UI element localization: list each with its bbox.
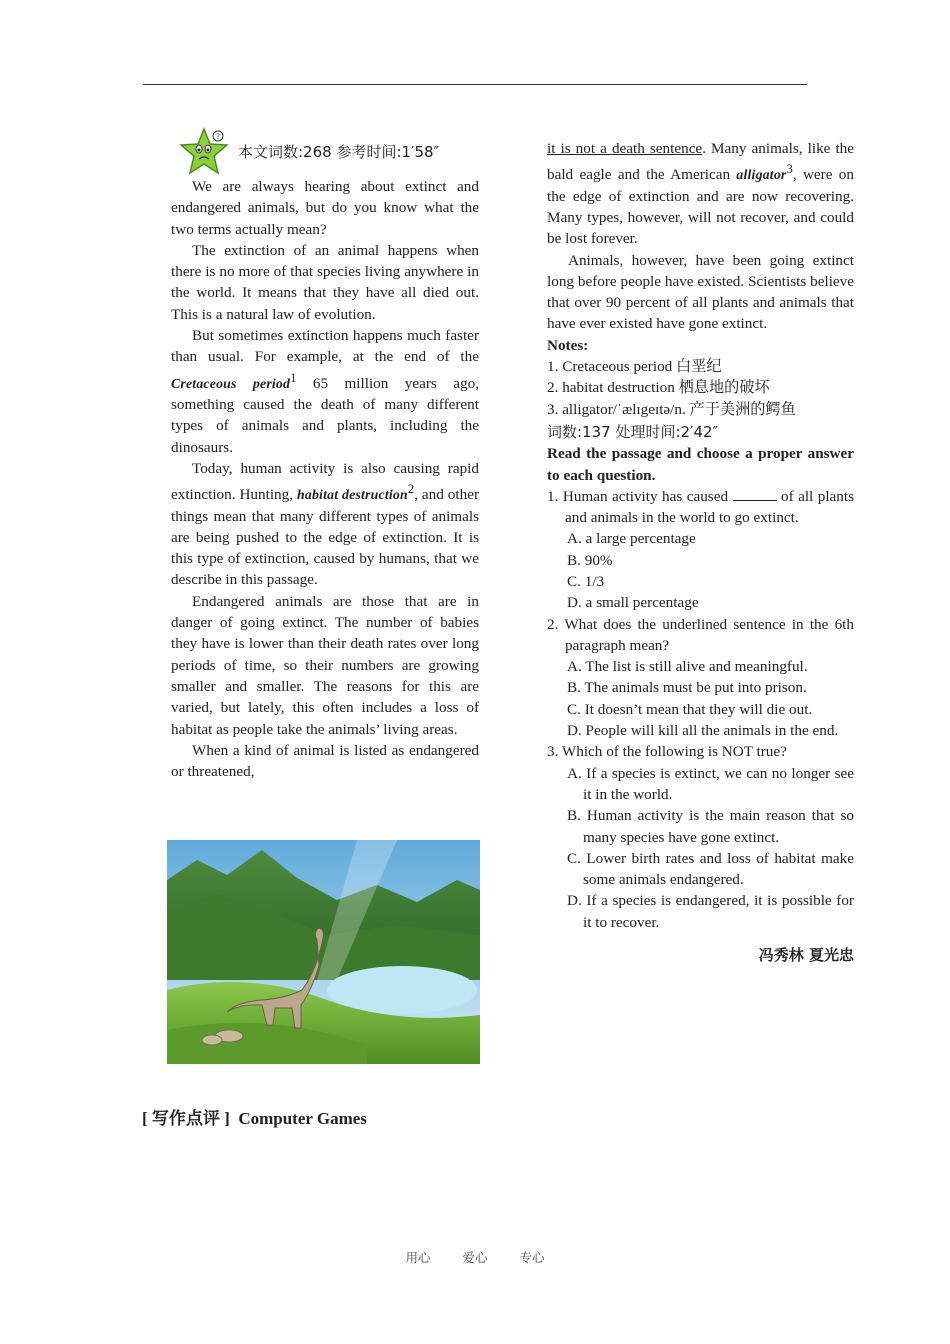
answer-blank — [733, 488, 777, 501]
exercise-instruction: Read the passage and choose a proper answer to each question. — [547, 445, 854, 484]
paragraph-6-cont: it is not a death sentence. Many animals, like the bald eagle and the American alligator$^3$, were on the edge of extinction and are now recovering. Many types, however, will not recover, and could be lost forever. — [547, 140, 855, 248]
dinosaur-landscape-image — [167, 840, 480, 1064]
q3-option-b: B. Human activity is the main reason that so many species have gone extinct. — [567, 807, 854, 846]
q1-option-c: C. 1/3 — [567, 573, 605, 590]
q3-option-c: C. Lower birth rates and loss of habitat make some animals endangered. — [567, 849, 854, 889]
paragraph-1: We are always hearing about extinct and endangered animals, but do you know what the two terms actually mean? — [171, 178, 479, 238]
q1-option-b: B. 90% — [567, 551, 613, 569]
paragraph-6-start: When a kind of animal is listed as endangered or threatened, — [171, 741, 479, 781]
question-2: 2. What does the underlined sentence in the 6th paragraph mean? — [547, 615, 854, 654]
q1-option-d: D. a small percentage — [567, 594, 699, 612]
q2-option-c: C. It doesn’t mean that they will die out. — [567, 700, 813, 718]
section-title — [142, 1104, 367, 1129]
paragraph-3: But sometimes extinction happens much faster than usual. For example, at the end of the Cretaceous period$^1$ 65 million years ago, something caused the death of many different types of animals and plants, including the dinosaurs. — [171, 327, 479, 456]
question-1: 1. Human activity has caused of all plants and animals in the world to go extinct. — [547, 487, 855, 527]
paragraph-7: Animals, however, have been going extinct long before people have existed. Scientists believe that over 90 percent of all plants and animals that have ever existed have gone extinct. — [547, 251, 854, 333]
svg-text:?: ? — [216, 132, 220, 141]
note-1: 1. Cretaceous period 白垩纪 — [547, 358, 722, 376]
paragraph-4: Today, human activity is also causing rapid extinction. Hunting, habitat destruction$^2$, and other things mean that many different types of animals are being pushed to the edge of extinction. It is this type of extinction, caused by humans, that we describe in this passage. — [171, 459, 479, 589]
section-subtitle: Computer Games — [238, 1109, 367, 1128]
cartoon-star-icon — [178, 127, 230, 175]
top-rule — [143, 84, 807, 85]
paragraph-5: Endangered animals are those that are in danger of going extinct. The number of babies they have is lower than their death rates over long periods of time, so their numbers are growing smaller and smaller. The reasons for this are varied, but lately, this often includes a loss of habitat as people take the animals’ living areas. — [171, 592, 479, 738]
underlined-sentence: it is not a death sentence — [547, 140, 703, 157]
notes-heading: Notes: — [547, 336, 589, 354]
term-alligator: alligator — [736, 167, 787, 183]
author-names: 冯秀林 夏光忠 — [758, 946, 854, 965]
note-2: 2. habitat destruction 栖息地的破坏 — [547, 379, 770, 397]
q3-option-d: D. If a species is endangered, it is possible for it to recover. — [567, 892, 854, 931]
note-3: 3. alligator/ˈælɪgeɪtə/n. 产于美洲的鳄鱼 — [547, 400, 796, 418]
section-label: [ 写作点评 ] — [142, 1109, 230, 1128]
term-habitat: habitat destruction — [296, 487, 408, 503]
exercise-meta: 词数:137 处理时间:2′42″ — [547, 422, 719, 441]
q2-option-b: B. The animals must be put into prison. — [567, 679, 807, 697]
paragraph-2: The extinction of an animal happens when there is no more of that species living anywhere in the world. It means that they have all died out. This is a natural law of evolution. — [171, 241, 479, 323]
header-word-count: 本文词数:268 参考时间:1′58″ — [238, 143, 440, 161]
q2-option-a: A. The list is still alive and meaningful. — [567, 658, 808, 676]
article-header — [178, 127, 488, 175]
q3-option-a: A. If a species is extinct, we can no longer see it in the world. — [567, 764, 854, 803]
article-right-column — [547, 138, 854, 966]
page-footer: 用心 爱心 专心 — [405, 1250, 545, 1265]
article-left-column — [171, 176, 479, 782]
question-3: 3. Which of the following is NOT true? — [547, 743, 787, 761]
q2-option-d: D. People will kill all the animals in the end. — [567, 722, 839, 740]
q1-option-a: A. a large percentage — [567, 530, 696, 548]
term-cretaceous: Cretaceous period — [171, 375, 291, 391]
